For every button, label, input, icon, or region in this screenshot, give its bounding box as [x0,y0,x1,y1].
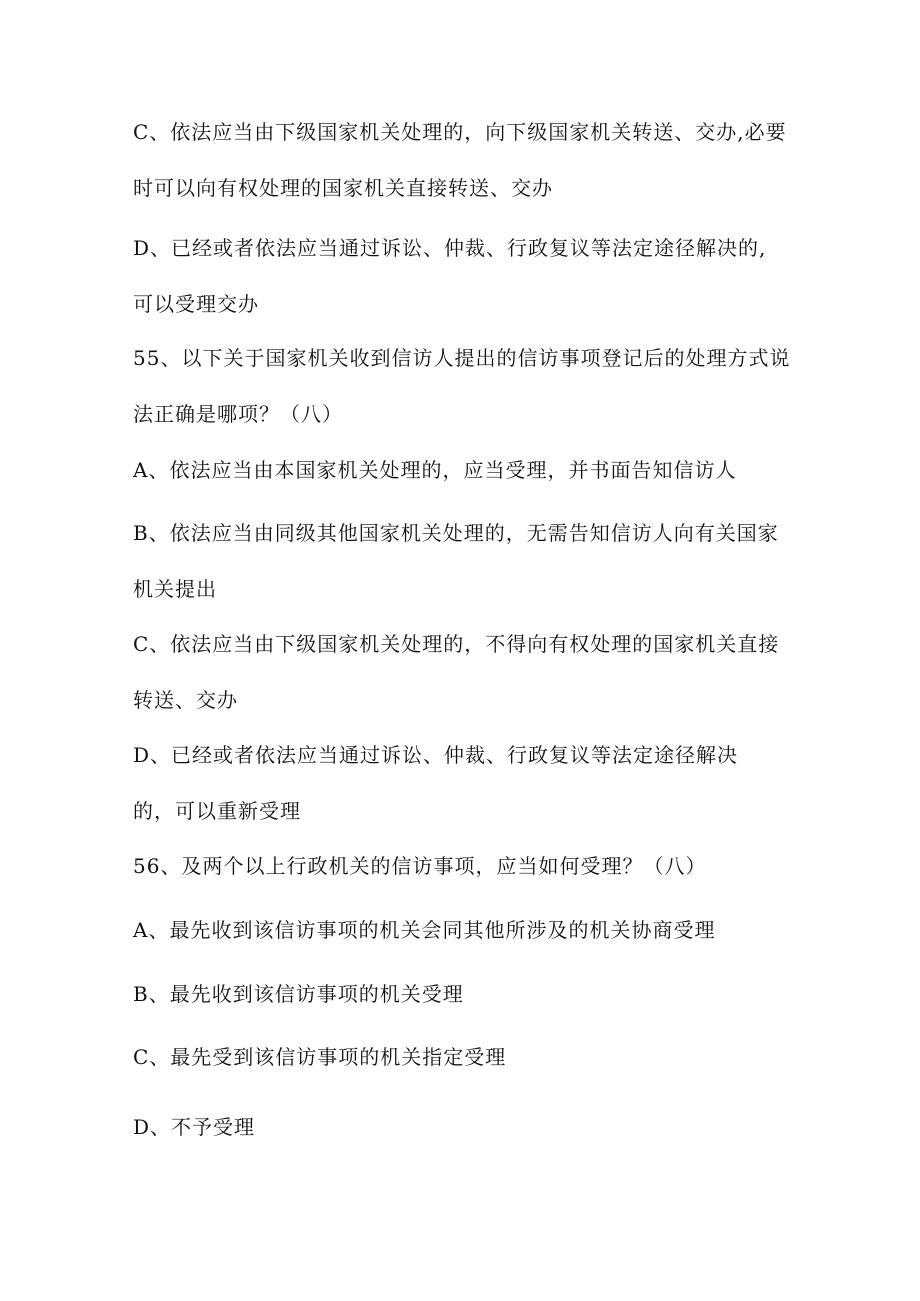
option-b-q56: B、最先收到该信访事项的机关受理 [133,982,464,1006]
option-d-q56: D、不予受理 [133,1115,256,1139]
option-c-q56: C、最先受到该信访事项的机关指定受理 [133,1045,507,1069]
option-a-q55: A、依法应当由本国家机关处理的，应当受理，并书面告知信访人 [133,458,737,482]
option-d-q54: D、已经或者依法应当通过诉讼、仲裁、行政复议等法定途径解决的,可以受理交办 [133,236,767,316]
option-b-q55: B、依法应当由同级其他国家机关处理的，无需告知信访人向有关国家机关提出 [133,521,779,601]
question-56: 56、及两个以上行政机关的信访事项，应当如何受理？（八） [133,854,707,878]
option-a-q56: A、最先收到该信访事项的机关会同其他所涉及的机关协商受理 [133,918,716,942]
option-d-q55: D、已经或者依法应当通过诉讼、仲裁、行政复议等法定途径解决的，可以重新受理 [133,743,739,823]
option-c-q55: C、依法应当由下级国家机关处理的，不得向有权处理的国家机关直接转送、交办 [133,632,780,712]
question-55: 55、以下关于国家机关收到信访人提出的信访事项登记后的处理方式说法正确是哪项？（八） [133,346,791,426]
option-c-q54: C、依法应当由下级国家机关处理的，向下级国家机关转送、交办,必要时可以向有权处理的国家机关直接转送、交办 [133,120,787,200]
